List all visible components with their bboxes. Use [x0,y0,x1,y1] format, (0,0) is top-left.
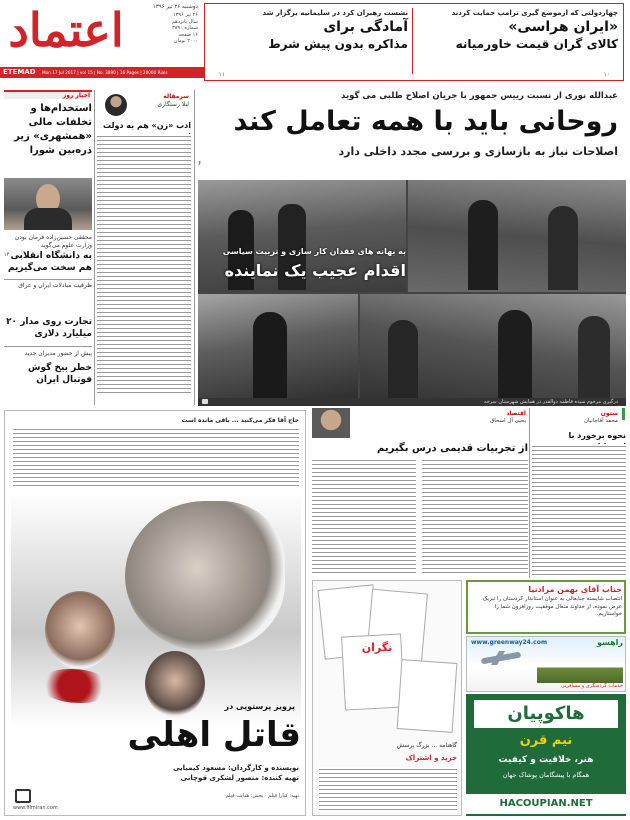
left-item-3-title[interactable]: تجارت روی مدار ۲۰ میلیارد دلاری [6,317,92,339]
mid-label: اقتصاد [506,410,526,417]
film-ad-intro: حاج آقا فکر می‌کنید ... باقی مانده است [181,417,299,424]
teaser-left[interactable] [210,8,408,52]
teaser-divider [412,8,413,74]
column-author: محمد آقاجانیان [583,418,618,424]
condolence-body: انتصاب شایسته جنابعالی به عنوان استاندار کردستان را تبریک عرض نموده، از خداوند متعال موفقیت روزافزون شما را خواستاریم. [482,596,622,617]
portrait-suit [24,208,72,230]
column-divider [529,408,530,578]
lead-story [198,90,626,178]
figure-silhouette [253,312,287,398]
photo-story-kicker: به بهانه های فقدان کار سازی و تربیت سیاسی [222,247,406,256]
film-ad-credits-1: نویسنده و کارگردان: مسعود کیمیایی [172,764,299,772]
column-body [532,444,626,576]
lead-headline[interactable]: روحانی باید با همه تعامل کند [233,106,618,137]
lead-page-ref: ۶ [198,160,202,167]
travel-tagline: خدمات گردشگری و مسافرتی [560,683,623,689]
camera-icon [202,399,208,404]
condolence-box[interactable] [466,580,626,634]
collage-small-text [319,767,457,811]
hacoupian-latin: HACOUPIAN.NET [466,794,626,814]
collage-logo: نگران [361,641,393,654]
lead-kicker: عبدالله نوری از نسبت رییس جمهور با جریان اصلاح طلبی می گوید [341,91,618,101]
column-divider [94,90,95,405]
photo-caption: درگیری مرحوم سیده فاطمه ذوالقدر در همایش شهرستان سرخه [484,399,618,405]
poster-face-large [125,501,285,651]
left-item-4-title[interactable]: خطر بیخ گوش فوتبال ایران [28,363,92,385]
left-item-3-kicker: ظرفیت مبادلات ایران و عراق [18,282,92,289]
magazine-cover [397,659,458,733]
hacoupian-line-2: همگام با پیشگامان پوشاک جهان [502,771,590,779]
film-ad-text [13,427,299,489]
travel-site: www.greenway24.com [471,639,548,646]
editorial-column [97,90,191,405]
photo-story [198,180,626,406]
masthead-logo-block [4,2,200,72]
travel-ad[interactable] [466,636,626,692]
teaser-right-title: «ایران هراسی» [508,19,618,35]
collage-ad[interactable] [312,580,462,816]
teaser-right-kicker: چهاردولتی که ازموضع گیری ترامپ حمایت کردند [451,9,618,17]
hacoupian-logo: هاکوپیان [474,700,618,728]
condolence-title: جناب آقای بهمن مرادنیا [528,585,622,594]
travel-brand: راهسو [596,638,623,647]
info-line: ۲۰۰۰ تومان [173,38,198,44]
figure-silhouette [388,320,418,398]
info-line: ۱۶ صفحه [178,31,198,38]
column-article [532,408,626,578]
hacoupian-ad[interactable] [466,694,626,816]
green-accent [622,408,625,420]
figure-silhouette [548,206,578,290]
mid-article [312,408,528,578]
info-line: شماره ۳۸۹۰ [172,25,198,31]
column-divider [194,90,195,405]
hacoupian-line: هنر، خلاقیت و کیفیت [498,755,594,765]
latin-info: Mon 17 Jul 2017 | vol 15 | No. 3890 | 16 Pages | 20000 Rials [42,70,168,75]
newspaper-logo[interactable]: اعتماد [8,3,124,57]
left-item-2-title[interactable]: به دانشگاه انقلابی هم سخت می‌گیریم [7,251,92,273]
film-ad-credits-2: تهیه کننده: منصور لشکری قوچانی [180,774,299,782]
info-line: ۲۶ تیر ۱۳۹۶ [173,12,198,18]
column-label: ستون [600,410,618,417]
skyline-image [537,661,623,683]
poster-face-small [45,591,115,669]
teaser-right-page: ۱۰ [603,71,610,78]
photo-panel [408,180,626,292]
lead-subhead: اصلاحات نیاز به بازسازی و بررسی مجدد داخلی دارد [338,145,618,158]
mid-author: یحیی آل اسحاق [490,418,526,424]
film-ad-bottom-credits: تهیه: کیارا فیلم · پخش: هدایت فیلم [225,793,299,799]
column-title[interactable]: نحوه برخورد با [568,431,626,440]
masthead [0,0,630,86]
left-item-2-kicker: محققی حسین‌زاده فرمان بودن وزارت علوم می‌گوید [14,234,92,249]
left-item-1-title[interactable]: استخدام‌ها و تخلفات مالی «همشهری» زیر ذره‌بین شورا [14,103,92,156]
mid-title[interactable]: از تجربیات قدیمی درس بگیریم [377,443,528,454]
masthead-date: دوشنبه ۲۶ تیر ۱۳۹۶ [152,4,198,10]
info-line: سال پانزدهم [171,18,198,25]
film-logo-icon [15,789,31,803]
collage-line-1: گاهنامه ... بزرگ پرسش [396,742,457,749]
mid-body-col [312,458,416,576]
teaser-left-page: ۱۱ [218,71,225,78]
editorial-label: سرمقاله [163,93,189,100]
left-divider [4,346,92,347]
photo-story-title[interactable]: اقدام عجیب یک نماینده [224,261,406,280]
hacoupian-slogan: نیم قرن [519,733,573,748]
left-column [4,90,92,405]
film-ad-title: قاتل اهلی [127,715,301,755]
logo-latin: ETEMAD [3,68,36,76]
mid-body-col [422,458,528,576]
editorial-body [97,134,191,396]
figure-silhouette [468,200,498,290]
teaser-left-sub: مذاکره بدون پیش شرط [268,37,408,51]
teaser-right[interactable] [418,8,618,52]
editorial-author: لیلا رستگاری [157,101,189,108]
mid-author-photo [312,408,350,438]
teaser-left-title: آمادگی برای [323,19,408,35]
masthead-info [124,12,198,45]
left-divider [4,279,92,280]
left-item-1-page: ۱۴ [4,252,10,258]
left-col-label: اخبار روز [62,92,90,99]
film-ad-presents: پرویز پرستویی در [224,702,295,711]
teaser-left-kicker: نشست رهبران کرد در سلیمانیه برگزار شد [262,9,408,17]
editorial-title[interactable]: ادب «زن» هم به دولت [102,121,191,130]
teaser-right-sub: کالای گران قیمت خاورمیانه [455,37,618,51]
editorial-photo [105,94,127,116]
film-ad[interactable] [4,410,306,816]
figure-silhouette [498,310,532,398]
film-ad-site[interactable]: www.filmiran.com [13,805,58,811]
left-item-4-kicker: پیش از حضور مدیران جدید [24,350,92,357]
figure-silhouette [578,316,610,398]
collage-line-2: خرید و اشتراک [405,754,457,762]
